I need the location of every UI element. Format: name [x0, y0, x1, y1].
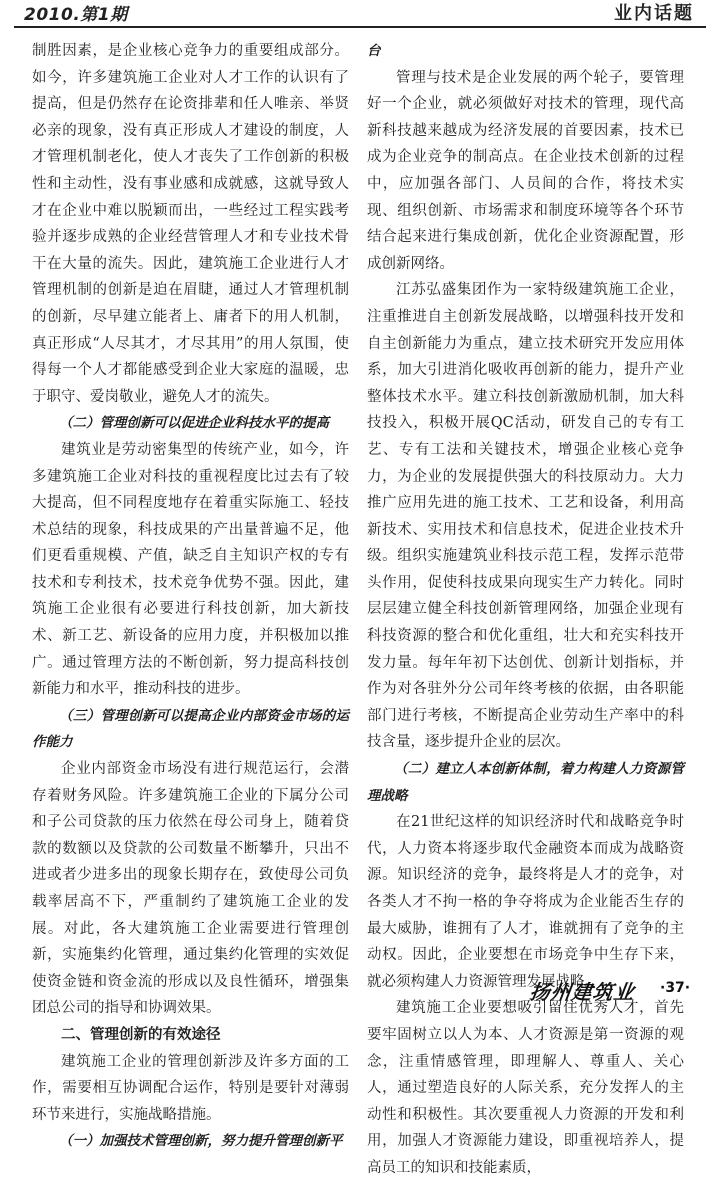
paragraph: 建筑施工企业要想吸引留住优秀人才，首先要牢固树立以人为本、人才资源是第一资源的观念，注重情感管理，即理解人、尊重人、关心人，通过塑造良好的人际关系，充分发挥人的主动性和积极性。其次要重视人力资源的开发和利用，加强人才资源能力建设，即重视培养人，提高员工的知识和技能素质， — [367, 1000, 684, 1176]
right-column — [367, 38, 684, 1182]
section-heading: （二）管理创新可以促进企业科技水平的提高 — [59, 415, 329, 432]
section-heading: （三）管理创新可以提高企业内部资金市场的运作能力 — [32, 707, 349, 751]
section-title: 业内话题 — [614, 3, 694, 24]
magazine-logo: 扬州建筑业 — [528, 980, 637, 1004]
header-rule — [14, 26, 706, 28]
paragraph: 管理与技术是企业发展的两个轮子，要管理好一个企业，就必须做好对技术的管理，现代高新科技越来越成为经济发展的首要因素，技术已成为企业竞争的制高点。在企业技术创新的过程中，应加强各部门、人员间的合作，将技术实现、组织创新、市场需求和制度环境等各个环节结合起来进行集成创新，优化企业资源配置，形成创新网络。 — [367, 69, 684, 272]
left-column — [32, 38, 349, 1155]
paragraph: 建筑施工企业的管理创新涉及许多方面的工作，需要相互协调配合运作，特别是要针对薄弱环节来进行，实施战略措施。 — [32, 1053, 349, 1123]
page-number: ·37· — [660, 980, 691, 996]
section-heading: 台 — [367, 43, 381, 59]
issue-label: 2010.第1期 — [24, 5, 128, 25]
section-heading: （二）建立人本创新体制，着力构建人力资源管理战略 — [367, 761, 684, 804]
paragraph: 企业内部资金市场没有进行规范运行，会潜存着财务风险。许多建筑施工企业的下属分公司和子公司贷款的压力依然在母公司身上，随着贷款的数额以及贷款的公司数量不断攀升，只出不进或者少进多出的现象长期存在，致使母公司负载率居高不下，严重制约了建筑施工企业的发展。对此，各大建筑施工企业需要进行管理创新，实施集约化管理，通过集约化管理的实效促使资金链和资金流的形成以及良性循环，增强集团总公司的指导和协调效果。 — [32, 761, 349, 1017]
section-heading: （一）加强技术管理创新，努力提升管理创新平 — [59, 1133, 343, 1150]
paragraph: 建筑业是劳动密集型的传统产业，如今，许多建筑施工企业对科技的重视程度比过去有了较大提高，但不同程度地存在着重实际施工、轻技术总结的现象，科技成果的产出量普遍不足，他们更看重规模、产值，缺乏自主知识产权的专有技术和专利技术，技术竞争优势不强。因此，建筑施工企业很有必要进行科技创新，加大新技术、新工艺、新设备的应用力度，并积极加以推广。通过管理方法的不断创新，努力提高科技创新能力和水平，推动科技的进步。 — [32, 441, 349, 698]
page-header — [0, 0, 720, 34]
paragraph: 在21世纪这样的知识经济时代和战略竞争时代，人力资本将逐步取代金融资本而成为战略资源。知识经济的竞争，最终将是人才的竞争，对各类人才不拘一格的争夺将成为企业能否生存的最大威胁，谁拥有了人才，谁就拥有了竞争的主动权。因此，企业要想在市场竞争中生存下来，就必须构建人力资源管理发展战略。 — [367, 814, 684, 990]
paragraph: 江苏弘盛集团作为一家特级建筑施工企业，注重推进自主创新发展战略，以增强科技开发和自主创新能力为重点，建立技术研究开发应用体系，加大引进消化吸收再创新的能力，提升产业整体技术水平。建立科技创新激励机制，加大科技投入，积极开展QC活动，研发自己的专有工艺、专有工法和关键技术，增强企业核心竞争力，为企业的发展提供强大的科技原动力。大力推广应用先进的施工技术、工艺和设备，利用高新技术、实用技术和信息技术，促进企业技术升级。组织实施建筑业科技示范工程，发挥示范带头作用，促使科技成果向现实生产力转化。同时层层建立健全科技创新管理网络，加强企业现有科技资源的整合和优化重组，壮大和充实科技开发力量。每年年初下达创优、创新计划指标，并作为对各驻外分公司年终考核的依据，由各职能部门进行考核，不断提高企业劳动生产率中的科技含量，逐步提升企业的层次。 — [367, 282, 684, 751]
section-heading: 二、管理创新的有效途径 — [61, 1025, 221, 1043]
paragraph: 制胜因素，是企业核心竞争力的重要组成部分。如今，许多建筑施工企业对人才工作的认识有了提高，但是仍然存在论资排辈和任人唯亲、举贤必亲的现象，没有真正形成人才建设的制度，人才管理机制老化，使人才丧失了工作创新的积极性和主动性，没有事业感和成就感，这就导致人才在企业中难以脱颖而出，一些经过工程实践考验并逐步成熟的企业经营管理人才和专业技术骨干在大量的流失。因此，建筑施工企业进行人才管理机制的创新是迫在眉睫，通过人才管理机制的创新，尽早建立能者上、庸者下的用人机制，真正形成“人尽其才，才尽其用”的用人氛围，使得每一个人才都能感受到企业大家庭的温暖，忠于职守、爱岗敬业，避免人才的流失。 — [32, 43, 349, 405]
